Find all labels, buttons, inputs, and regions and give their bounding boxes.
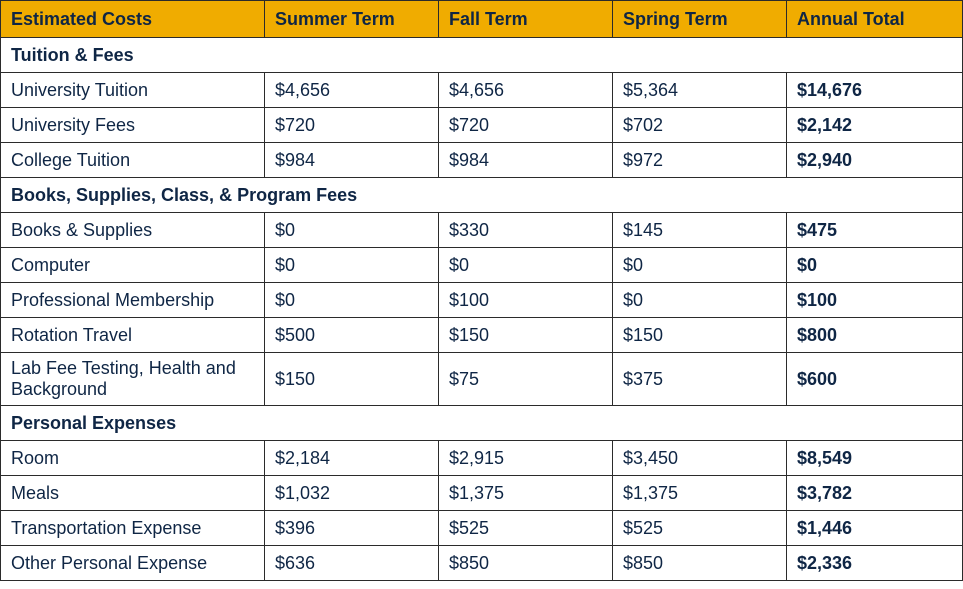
- cost-label: College Tuition: [1, 143, 265, 178]
- header-summer-term: Summer Term: [265, 1, 439, 38]
- summer-term-value: $720: [265, 108, 439, 143]
- spring-term-value: $5,364: [613, 73, 787, 108]
- spring-term-value: $1,375: [613, 476, 787, 511]
- section-title: Tuition & Fees: [1, 38, 963, 73]
- cost-label: Other Personal Expense: [1, 546, 265, 581]
- spring-term-value: $702: [613, 108, 787, 143]
- table-row: [1, 73, 963, 108]
- fall-term-value: $100: [439, 283, 613, 318]
- spring-term-value: $972: [613, 143, 787, 178]
- annual-total-value: $1,446: [787, 511, 963, 546]
- cost-label: Professional Membership: [1, 283, 265, 318]
- section-header-row: [1, 38, 963, 73]
- summer-term-value: $150: [265, 353, 439, 406]
- summer-term-value: $0: [265, 283, 439, 318]
- annual-total-value: $2,142: [787, 108, 963, 143]
- annual-total-value: $8,549: [787, 441, 963, 476]
- section-title: Books, Supplies, Class, & Program Fees: [1, 178, 963, 213]
- section-header-row: [1, 406, 963, 441]
- fall-term-value: $850: [439, 546, 613, 581]
- fall-term-value: $4,656: [439, 73, 613, 108]
- fall-term-value: $330: [439, 213, 613, 248]
- summer-term-value: $2,184: [265, 441, 439, 476]
- table-row: [1, 143, 963, 178]
- annual-total-value: $2,940: [787, 143, 963, 178]
- fall-term-value: $2,915: [439, 441, 613, 476]
- header-row: [1, 1, 963, 38]
- cost-label: Meals: [1, 476, 265, 511]
- fall-term-value: $720: [439, 108, 613, 143]
- fall-term-value: $1,375: [439, 476, 613, 511]
- table-row: [1, 476, 963, 511]
- annual-total-value: $475: [787, 213, 963, 248]
- cost-label: Transportation Expense: [1, 511, 265, 546]
- spring-term-value: $375: [613, 353, 787, 406]
- cost-label: University Tuition: [1, 73, 265, 108]
- table-row: [1, 108, 963, 143]
- table-row: [1, 283, 963, 318]
- spring-term-value: $3,450: [613, 441, 787, 476]
- cost-label: Lab Fee Testing, Health and Background: [1, 353, 265, 406]
- header-spring-term: Spring Term: [613, 1, 787, 38]
- summer-term-value: $4,656: [265, 73, 439, 108]
- spring-term-value: $525: [613, 511, 787, 546]
- table-row: [1, 318, 963, 353]
- summer-term-value: $0: [265, 248, 439, 283]
- cost-label: Rotation Travel: [1, 318, 265, 353]
- annual-total-value: $3,782: [787, 476, 963, 511]
- annual-total-value: $100: [787, 283, 963, 318]
- table-row: [1, 248, 963, 283]
- cost-label: Books & Supplies: [1, 213, 265, 248]
- annual-total-value: $2,336: [787, 546, 963, 581]
- spring-term-value: $850: [613, 546, 787, 581]
- annual-total-value: $0: [787, 248, 963, 283]
- fall-term-value: $984: [439, 143, 613, 178]
- header-estimated-costs: Estimated Costs: [1, 1, 265, 38]
- table-row: [1, 546, 963, 581]
- fall-term-value: $525: [439, 511, 613, 546]
- summer-term-value: $1,032: [265, 476, 439, 511]
- section-title: Personal Expenses: [1, 406, 963, 441]
- table-row: [1, 213, 963, 248]
- spring-term-value: $150: [613, 318, 787, 353]
- cost-label: Computer: [1, 248, 265, 283]
- annual-total-value: $14,676: [787, 73, 963, 108]
- table-header: [1, 1, 963, 38]
- fall-term-value: $150: [439, 318, 613, 353]
- summer-term-value: $984: [265, 143, 439, 178]
- cost-label: University Fees: [1, 108, 265, 143]
- fall-term-value: $75: [439, 353, 613, 406]
- section-header-row: [1, 178, 963, 213]
- header-annual-total: Annual Total: [787, 1, 963, 38]
- annual-total-value: $600: [787, 353, 963, 406]
- summer-term-value: $636: [265, 546, 439, 581]
- fall-term-value: $0: [439, 248, 613, 283]
- spring-term-value: $145: [613, 213, 787, 248]
- summer-term-value: $0: [265, 213, 439, 248]
- table-row: [1, 511, 963, 546]
- table-row: [1, 441, 963, 476]
- summer-term-value: $500: [265, 318, 439, 353]
- spring-term-value: $0: [613, 248, 787, 283]
- header-fall-term: Fall Term: [439, 1, 613, 38]
- table-body: [1, 38, 963, 581]
- cost-label: Room: [1, 441, 265, 476]
- spring-term-value: $0: [613, 283, 787, 318]
- annual-total-value: $800: [787, 318, 963, 353]
- table-row: [1, 353, 963, 406]
- summer-term-value: $396: [265, 511, 439, 546]
